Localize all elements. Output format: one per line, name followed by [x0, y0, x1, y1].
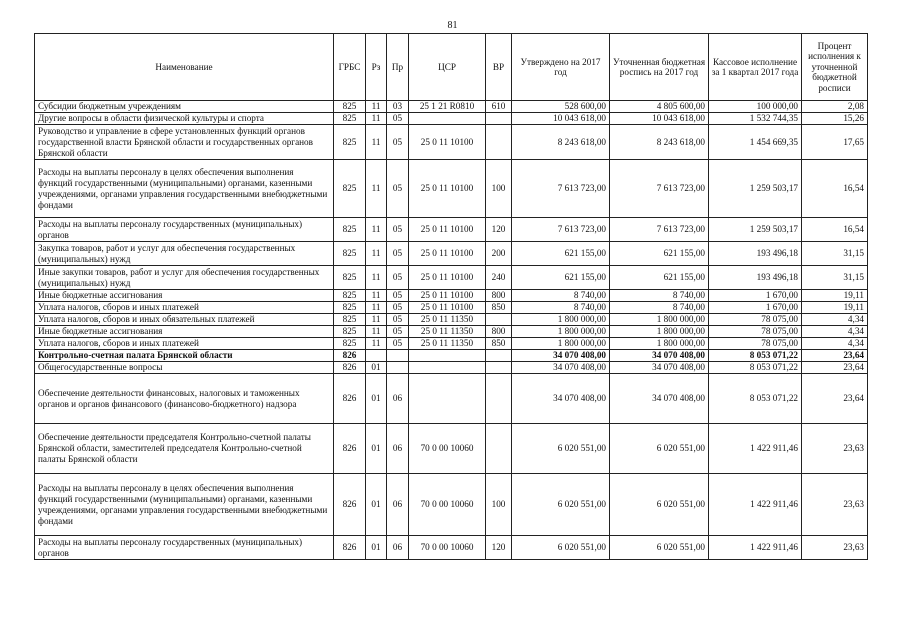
cell-vr: [486, 424, 512, 474]
cell-refined: 6 020 551,00: [610, 536, 709, 560]
table-row: [35, 326, 868, 338]
cell-pr: 05: [387, 326, 409, 338]
cell-name: Расходы на выплаты персоналу государственных (муниципальных) органов: [35, 536, 334, 560]
cell-rz: 01: [366, 474, 387, 536]
cell-name: Уплата налогов, сборов и иных платежей: [35, 338, 334, 350]
cell-approved: 1 800 000,00: [512, 338, 610, 350]
cell-executed: 1 670,00: [709, 302, 802, 314]
cell-vr: [486, 374, 512, 424]
cell-approved: 7 613 723,00: [512, 218, 610, 242]
cell-percent: 23,63: [802, 424, 868, 474]
cell-refined: 1 800 000,00: [610, 338, 709, 350]
header-vr: ВР: [486, 34, 512, 101]
header-grbs: ГРБС: [334, 34, 366, 101]
cell-csr: 25 0 11 11350: [409, 314, 486, 326]
cell-approved: 621 155,00: [512, 242, 610, 266]
cell-vr: [486, 314, 512, 326]
cell-executed: 1 670,00: [709, 290, 802, 302]
cell-refined: 6 020 551,00: [610, 474, 709, 536]
cell-grbs: 826: [334, 424, 366, 474]
cell-rz: 11: [366, 242, 387, 266]
cell-vr: 120: [486, 536, 512, 560]
cell-approved: 6 020 551,00: [512, 536, 610, 560]
cell-rz: 11: [366, 218, 387, 242]
cell-csr: 70 0 00 10060: [409, 536, 486, 560]
cell-name: Иные закупки товаров, работ и услуг для обеспечения государственных (муниципальных) нужд: [35, 266, 334, 290]
table-row: [35, 536, 868, 560]
header-name: Наименование: [35, 34, 334, 101]
cell-pr: 03: [387, 101, 409, 113]
cell-name: Расходы на выплаты персоналу в целях обеспечения выполнения функций государственными (муниципальными) органами, казенными учреждениями, органами управления государственными внебюджетными фондами: [35, 160, 334, 218]
cell-percent: 23,63: [802, 474, 868, 536]
cell-name: Общегосударственные вопросы: [35, 362, 334, 374]
cell-percent: 23,64: [802, 362, 868, 374]
table-row: [35, 302, 868, 314]
cell-name: Закупка товаров, работ и услуг для обеспечения государственных (муниципальных) нужд: [35, 242, 334, 266]
cell-pr: 05: [387, 218, 409, 242]
cell-executed: 1 454 669,35: [709, 125, 802, 160]
cell-rz: 11: [366, 314, 387, 326]
table-row: [35, 474, 868, 536]
cell-executed: 1 259 503,17: [709, 218, 802, 242]
cell-rz: 01: [366, 424, 387, 474]
cell-grbs: 825: [334, 302, 366, 314]
cell-grbs: 825: [334, 113, 366, 125]
cell-grbs: 826: [334, 350, 366, 362]
cell-percent: 31,15: [802, 266, 868, 290]
cell-percent: 17,65: [802, 125, 868, 160]
cell-pr: 05: [387, 242, 409, 266]
cell-pr: 05: [387, 113, 409, 125]
table-row: [35, 374, 868, 424]
cell-executed: 1 532 744,35: [709, 113, 802, 125]
table-row: [35, 314, 868, 326]
cell-refined: 1 800 000,00: [610, 314, 709, 326]
cell-refined: 1 800 000,00: [610, 326, 709, 338]
cell-approved: 6 020 551,00: [512, 474, 610, 536]
cell-executed: 78 075,00: [709, 338, 802, 350]
cell-percent: 19,11: [802, 290, 868, 302]
cell-name: Расходы на выплаты персоналу в целях обеспечения выполнения функций государственными (муниципальными) органами, казенными учреждениями, органами управления государственными внебюджетными фондами: [35, 474, 334, 536]
cell-pr: [387, 350, 409, 362]
cell-csr: 25 0 11 10100: [409, 218, 486, 242]
cell-rz: [366, 350, 387, 362]
cell-refined: 8 740,00: [610, 302, 709, 314]
cell-pr: 05: [387, 314, 409, 326]
cell-approved: 528 600,00: [512, 101, 610, 113]
cell-approved: 1 800 000,00: [512, 326, 610, 338]
table-row: [35, 160, 868, 218]
cell-grbs: 826: [334, 374, 366, 424]
table-row: [35, 338, 868, 350]
cell-vr: [486, 350, 512, 362]
cell-vr: [486, 125, 512, 160]
cell-vr: 800: [486, 326, 512, 338]
cell-refined: 621 155,00: [610, 242, 709, 266]
table-row: [35, 113, 868, 125]
cell-name: Иные бюджетные ассигнования: [35, 326, 334, 338]
cell-refined: 4 805 600,00: [610, 101, 709, 113]
cell-vr: 200: [486, 242, 512, 266]
cell-name: Уплата налогов, сборов и иных платежей: [35, 302, 334, 314]
page-number: 81: [447, 20, 458, 31]
cell-grbs: 825: [334, 290, 366, 302]
cell-approved: 10 043 618,00: [512, 113, 610, 125]
cell-approved: 1 800 000,00: [512, 314, 610, 326]
cell-executed: 8 053 071,22: [709, 374, 802, 424]
cell-percent: 2,08: [802, 101, 868, 113]
table-row: [35, 101, 868, 113]
cell-percent: 23,63: [802, 536, 868, 560]
cell-name: Контрольно-счетная палата Брянской области: [35, 350, 334, 362]
cell-vr: 100: [486, 160, 512, 218]
cell-percent: 15,26: [802, 113, 868, 125]
table-row: [35, 242, 868, 266]
cell-pr: 05: [387, 160, 409, 218]
cell-pr: 06: [387, 536, 409, 560]
cell-executed: 1 422 911,46: [709, 474, 802, 536]
cell-refined: 10 043 618,00: [610, 113, 709, 125]
header-pr: Пр: [387, 34, 409, 101]
cell-rz: 01: [366, 362, 387, 374]
cell-approved: 8 243 618,00: [512, 125, 610, 160]
cell-approved: 34 070 408,00: [512, 374, 610, 424]
cell-grbs: 825: [334, 314, 366, 326]
cell-refined: 34 070 408,00: [610, 374, 709, 424]
cell-percent: 19,11: [802, 302, 868, 314]
cell-approved: 34 070 408,00: [512, 350, 610, 362]
cell-name: Иные бюджетные ассигнования: [35, 290, 334, 302]
cell-percent: 23,64: [802, 350, 868, 362]
cell-grbs: 825: [334, 266, 366, 290]
cell-grbs: 825: [334, 218, 366, 242]
cell-csr: 25 0 11 10100: [409, 160, 486, 218]
cell-grbs: 825: [334, 125, 366, 160]
cell-csr: 25 0 11 10100: [409, 266, 486, 290]
cell-percent: 4,34: [802, 326, 868, 338]
cell-executed: 1 259 503,17: [709, 160, 802, 218]
cell-rz: 11: [366, 125, 387, 160]
cell-executed: 1 422 911,46: [709, 424, 802, 474]
cell-vr: 850: [486, 302, 512, 314]
header-csr: ЦСР: [409, 34, 486, 101]
cell-vr: 240: [486, 266, 512, 290]
cell-csr: 25 0 11 10100: [409, 302, 486, 314]
cell-rz: 11: [366, 302, 387, 314]
table-row: [35, 218, 868, 242]
cell-csr: [409, 362, 486, 374]
cell-percent: 4,34: [802, 314, 868, 326]
cell-executed: 78 075,00: [709, 326, 802, 338]
cell-refined: 8 740,00: [610, 290, 709, 302]
cell-refined: 8 243 618,00: [610, 125, 709, 160]
cell-executed: 78 075,00: [709, 314, 802, 326]
cell-grbs: 825: [334, 326, 366, 338]
header-rz: Рз: [366, 34, 387, 101]
cell-vr: [486, 113, 512, 125]
table-row: [35, 424, 868, 474]
cell-name: Расходы на выплаты персоналу государственных (муниципальных) органов: [35, 218, 334, 242]
cell-refined: 34 070 408,00: [610, 362, 709, 374]
cell-percent: 16,54: [802, 160, 868, 218]
cell-approved: 6 020 551,00: [512, 424, 610, 474]
cell-executed: 8 053 071,22: [709, 362, 802, 374]
cell-pr: [387, 362, 409, 374]
cell-name: Другие вопросы в области физической культуры и спорта: [35, 113, 334, 125]
cell-pr: 05: [387, 125, 409, 160]
cell-refined: 7 613 723,00: [610, 218, 709, 242]
cell-csr: [409, 350, 486, 362]
cell-refined: 6 020 551,00: [610, 424, 709, 474]
cell-refined: 34 070 408,00: [610, 350, 709, 362]
cell-vr: 610: [486, 101, 512, 113]
table-row: [35, 362, 868, 374]
cell-grbs: 825: [334, 242, 366, 266]
cell-csr: 25 0 11 10100: [409, 290, 486, 302]
cell-pr: 05: [387, 302, 409, 314]
cell-grbs: 826: [334, 536, 366, 560]
cell-executed: 8 053 071,22: [709, 350, 802, 362]
header-executed: Кассовое исполнение за 1 квартал 2017 года: [709, 34, 802, 101]
cell-grbs: 825: [334, 160, 366, 218]
cell-rz: 01: [366, 536, 387, 560]
cell-executed: 1 422 911,46: [709, 536, 802, 560]
cell-name: Обеспечение деятельности председателя Контрольно-счетной палаты Брянской области, заместителей председателя Контрольно-счетной палаты Брянской области: [35, 424, 334, 474]
cell-executed: 193 496,18: [709, 266, 802, 290]
cell-approved: 8 740,00: [512, 302, 610, 314]
cell-name: Руководство и управление в сфере установленных функций органов государственной власти Брянской области и государственных органов Брянской области: [35, 125, 334, 160]
cell-pr: 06: [387, 474, 409, 536]
table-header-row: [35, 34, 868, 101]
cell-pr: 06: [387, 374, 409, 424]
cell-vr: 120: [486, 218, 512, 242]
table-row: [35, 350, 868, 362]
cell-refined: 621 155,00: [610, 266, 709, 290]
cell-percent: 23,64: [802, 374, 868, 424]
cell-rz: 01: [366, 374, 387, 424]
cell-rz: 11: [366, 266, 387, 290]
cell-pr: 06: [387, 424, 409, 474]
cell-csr: 25 1 21 R0810: [409, 101, 486, 113]
cell-csr: 70 0 00 10060: [409, 474, 486, 536]
cell-rz: 11: [366, 326, 387, 338]
cell-pr: 05: [387, 290, 409, 302]
cell-percent: 4,34: [802, 338, 868, 350]
header-approved: Утверждено на 2017 год: [512, 34, 610, 101]
cell-name: Обеспечение деятельности финансовых, налоговых и таможенных органов и органов финансового (финансово-бюджетного) надзора: [35, 374, 334, 424]
cell-csr: 25 0 11 10100: [409, 242, 486, 266]
cell-vr: 850: [486, 338, 512, 350]
cell-percent: 31,15: [802, 242, 868, 266]
cell-csr: 25 0 11 10100: [409, 125, 486, 160]
cell-approved: 8 740,00: [512, 290, 610, 302]
cell-grbs: 826: [334, 474, 366, 536]
table-row: [35, 266, 868, 290]
cell-csr: [409, 374, 486, 424]
cell-rz: 11: [366, 160, 387, 218]
cell-rz: 11: [366, 290, 387, 302]
cell-csr: [409, 113, 486, 125]
cell-pr: 05: [387, 266, 409, 290]
cell-executed: 100 000,00: [709, 101, 802, 113]
cell-rz: 11: [366, 338, 387, 350]
cell-percent: 16,54: [802, 218, 868, 242]
cell-grbs: 825: [334, 338, 366, 350]
cell-vr: [486, 362, 512, 374]
cell-executed: 193 496,18: [709, 242, 802, 266]
cell-approved: 621 155,00: [512, 266, 610, 290]
budget-table: [34, 33, 868, 560]
header-refined: Уточненная бюджетная роспись на 2017 год: [610, 34, 709, 101]
cell-csr: 70 0 00 10060: [409, 424, 486, 474]
cell-vr: 100: [486, 474, 512, 536]
cell-vr: 800: [486, 290, 512, 302]
cell-csr: 25 0 11 11350: [409, 326, 486, 338]
cell-approved: 34 070 408,00: [512, 362, 610, 374]
cell-refined: 7 613 723,00: [610, 160, 709, 218]
table-row: [35, 125, 868, 160]
cell-pr: 05: [387, 338, 409, 350]
cell-rz: 11: [366, 113, 387, 125]
cell-csr: 25 0 11 11350: [409, 338, 486, 350]
cell-name: Субсидии бюджетным учреждениям: [35, 101, 334, 113]
cell-grbs: 825: [334, 101, 366, 113]
cell-rz: 11: [366, 101, 387, 113]
header-percent: Процент исполнения к уточненной бюджетной росписи: [802, 34, 868, 101]
cell-approved: 7 613 723,00: [512, 160, 610, 218]
table-row: [35, 290, 868, 302]
cell-grbs: 826: [334, 362, 366, 374]
cell-name: Уплата налогов, сборов и иных обязательных платежей: [35, 314, 334, 326]
